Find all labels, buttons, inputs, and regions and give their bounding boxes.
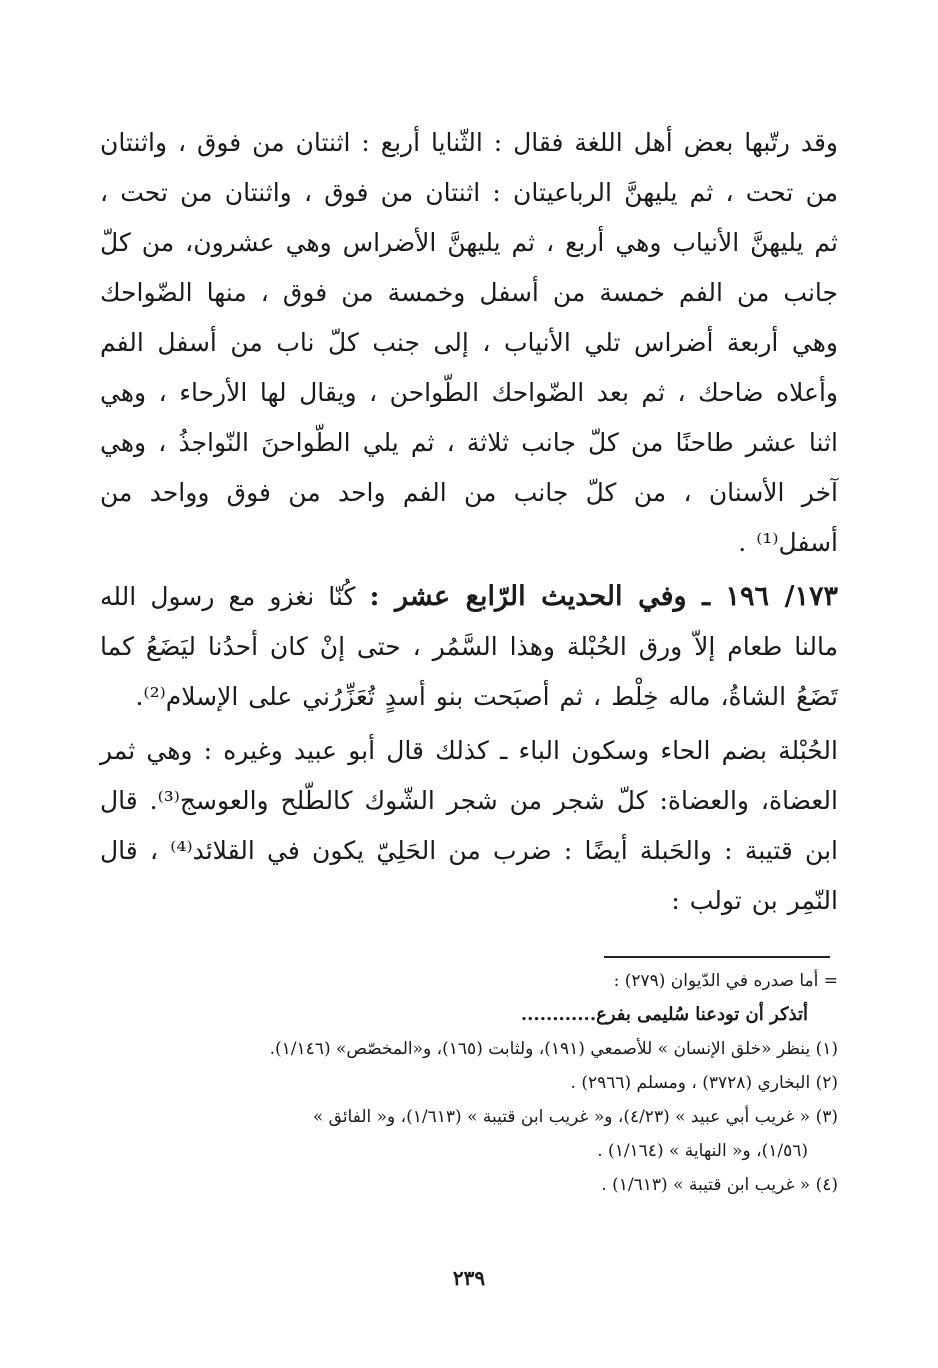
footnote-2: (٢) البخاري (٣٧٢٨) ، ومسلم (٢٩٦٦) . <box>570 1073 838 1093</box>
paragraph-hadith <box>100 572 838 722</box>
footnote-4: (٤) « غريب ابن قتيبة » (١/٦١٣) . <box>601 1175 838 1195</box>
page-number: ٢٣٩ <box>452 1266 486 1290</box>
hadith-number: ١٧٣/ ١٩٦ ـ وفي الحديث الرّابع عشر : <box>369 581 838 612</box>
hadith-text: كُنّا نغزو مع رسول الله مالنا طعام إلاّ ورق الحُبْلة وهذا السَّمُر ، حتى إنْ كان أحدُنا ليَضَعُ كما تَضَعُ الشاةُ، ماله خِلْط ، ثم أصبَحت بنو أسدٍ تُعَزِّرُني على الإسلام⁽²⁾. <box>100 582 838 711</box>
footnotes <box>100 966 838 1204</box>
footnote-divider <box>604 956 830 958</box>
footnote-verse: أتذكر أن تودعنا سُليمى بفرع............ <box>520 1004 808 1025</box>
paragraph-explanation: الحُبْلة بضم الحاء وسكون الباء ـ كذلك قال أبو عبيد وغيره : وهي ثمر العضاة، والعضاة: كلّ شجر من شجر الشّوك كالطّلح والعوسج⁽³⁾. قال ابن قتيبة : والحَبلة أيضًا : ضرب من الحَلِيّ يكون في القلائد⁽⁴⁾ ، قال النّمِر بن تولب : <box>100 736 838 915</box>
footnote-3: (٣) « غريب أبي عبيد » (٤/٢٣)، و« غريب ابن قتيبة » (١/٦١٣)، و« الفائق » <box>312 1107 838 1127</box>
footnote-1: (١) ينظر «خلق الإنسان » للأصمعي (١٩١)، ولثابت (١٦٥)، و«المخصّص» (١/١٤٦). <box>269 1039 838 1059</box>
paragraph-teeth: وقد رتّبها بعض أهل اللغة فقال : الثّنايا أربع : اثنتان من فوق ، واثنتان من تحت ، ثم يليهنَّ الرباعيتان : اثنتان من فوق ، واثنتان من تحت ، ثم يليهنَّ الأنياب وهي أربع ، ثم يليهنَّ الأضراس وهي عشرون، من كلّ جانب من الفم خمسة من أسفل وخمسة من فوق ، منها الضّواحك وهي أربعة أضراس تلي الأنياب ، إلى جنب كلّ ناب من أسفل الفم وأعلاه ضاحك ، ثم بعد الضّواحك الطّواحن ، ويقال لها الأرحاء ، وهي اثنا عشر طاحنًا من كلّ جانب ثلاثة ، ثم يلي الطّواحنَ النّواجذُ ، وهي آخر الأسنان ، من كلّ جانب من الفم واحد من فوق وواحد من أسفل⁽¹⁾ . <box>100 128 838 557</box>
main-text <box>100 118 838 926</box>
footnote-carry-over: = أما صدره في الدّيوان (٢٧٩) : <box>613 971 838 991</box>
footnote-3-continued: (١/٥٦)، و« النهاية » (١/١٦٤) . <box>597 1141 808 1161</box>
